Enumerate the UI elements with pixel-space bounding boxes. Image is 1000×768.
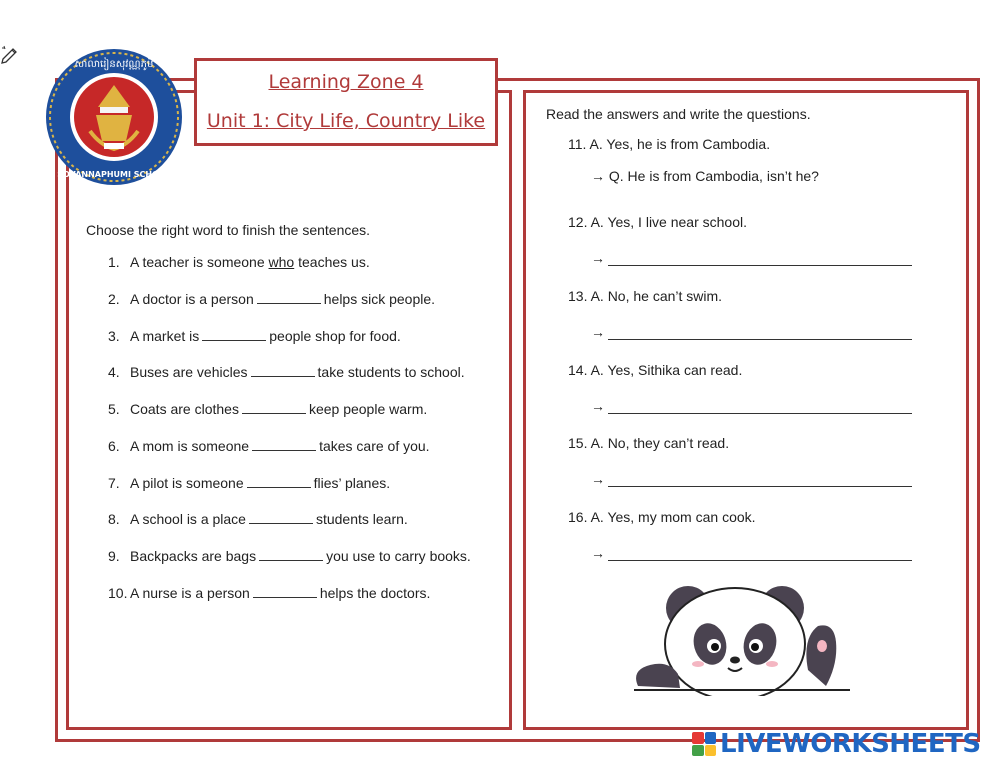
arrow-right-icon: → xyxy=(591,250,605,266)
sentence-example-answer: who xyxy=(268,254,295,270)
sentence-item xyxy=(108,291,435,307)
sentence-end: takes care of you. xyxy=(319,438,430,454)
arrow-right-icon: → xyxy=(591,471,605,487)
sentence-number: 10. xyxy=(108,585,128,601)
left-instruction: Choose the right word to finish the sentences. xyxy=(86,222,371,238)
logo-school-name: SOVANNAPHUMI SCHOOL xyxy=(57,170,171,179)
example-answer: 11. A. Yes, he is from Cambodia. xyxy=(568,136,771,152)
sentence-end: take students to school. xyxy=(317,364,465,380)
sentence-end: people shop for food. xyxy=(269,328,401,344)
brand-text: LIVEWORKSHEETS xyxy=(720,729,981,759)
sentence-start: A nurse is a person xyxy=(130,585,250,601)
sentence-start: A mom is someone xyxy=(130,438,250,454)
sentence-start: A pilot is someone xyxy=(130,475,244,491)
sentence-start: A teacher is someone xyxy=(130,254,269,270)
sentence-item xyxy=(108,585,430,601)
sentence-item xyxy=(108,254,370,270)
question-write-row xyxy=(591,324,912,340)
answer-blank-field[interactable] xyxy=(249,511,313,524)
sentence-item xyxy=(108,438,430,454)
arrow-right-icon: → xyxy=(591,324,605,340)
panda-illustration xyxy=(630,578,854,696)
sentence-start: Buses are vehicles xyxy=(130,364,248,380)
sentence-number: 5. xyxy=(108,401,120,417)
sentence-start: Backpacks are bags xyxy=(130,548,257,564)
answer-text: 14. A. Yes, Sithika can read. xyxy=(568,362,743,378)
answer-blank-field[interactable] xyxy=(251,364,315,377)
example-question: → Q. He is from Cambodia, isn’t he? xyxy=(591,168,819,184)
right-instruction: Read the answers and write the questions. xyxy=(546,106,811,122)
sentence-end: you use to carry books. xyxy=(326,548,471,564)
question-write-row xyxy=(591,398,912,414)
sentence-number: 6. xyxy=(108,438,120,454)
page-title: Learning Zone 4 xyxy=(268,71,424,93)
sentence-end: helps the doctors. xyxy=(319,585,431,601)
answer-blank-field[interactable] xyxy=(202,328,266,341)
sentence-start: A school is a place xyxy=(130,511,246,527)
arrow-right-icon: → xyxy=(591,545,605,561)
answer-blank-field[interactable] xyxy=(247,475,311,488)
liveworksheets-logo-icon xyxy=(692,732,716,756)
sentence-end: keep people warm. xyxy=(308,401,428,417)
sentence-end: students learn. xyxy=(315,511,408,527)
sentence-item xyxy=(108,401,427,417)
answer-text: 12. A. Yes, I live near school. xyxy=(568,214,748,230)
sentence-end: flies’ planes. xyxy=(313,475,391,491)
sentence-start: A market is xyxy=(130,328,200,344)
answer-blank-field[interactable] xyxy=(252,438,316,451)
school-logo-icon xyxy=(40,45,188,185)
sentence-number: 7. xyxy=(108,475,120,491)
sentence-item xyxy=(108,364,465,380)
answer-blank-field[interactable] xyxy=(259,548,323,561)
question-write-row xyxy=(591,471,912,487)
answer-text: 15. A. No, they can’t read. xyxy=(568,435,730,451)
question-input-field[interactable] xyxy=(608,546,912,561)
logo-khmer-text: សាលារៀនសុវណ្ណភូមិ xyxy=(74,59,154,70)
question-write-row xyxy=(591,545,912,561)
sentence-start: A doctor is a person xyxy=(130,291,254,307)
sentence-item xyxy=(108,511,408,527)
sentence-number: 3. xyxy=(108,328,120,344)
question-input-field[interactable] xyxy=(608,399,912,414)
answer-blank-field[interactable] xyxy=(253,585,317,598)
sentence-number: 2. xyxy=(108,291,120,307)
question-input-field[interactable] xyxy=(608,325,912,340)
sentence-number: 9. xyxy=(108,548,120,564)
sentence-item xyxy=(108,548,471,564)
sentence-start: Coats are clothes xyxy=(130,401,239,417)
sentence-item xyxy=(108,475,390,491)
title-box xyxy=(194,58,498,146)
sentence-end: helps sick people. xyxy=(323,291,436,307)
question-input-field[interactable] xyxy=(608,251,912,266)
answer-blank-field[interactable] xyxy=(242,401,306,414)
liveworksheets-brand[interactable] xyxy=(692,728,981,760)
arrow-right-icon: → xyxy=(591,398,605,414)
sentence-number: 1. xyxy=(108,254,120,270)
answer-text: 16. A. Yes, my mom can cook. xyxy=(568,509,756,525)
sentence-item xyxy=(108,328,401,344)
answer-text: 13. A. No, he can’t swim. xyxy=(568,288,723,304)
question-write-row xyxy=(591,250,912,266)
sentence-end: teaches us. xyxy=(294,254,370,270)
page-subtitle: Unit 1: City Life, Country Like xyxy=(206,110,486,132)
edit-pencil-icon[interactable] xyxy=(0,44,20,64)
sentence-number: 8. xyxy=(108,511,120,527)
sentence-number: 4. xyxy=(108,364,120,380)
answer-blank-field[interactable] xyxy=(257,291,321,304)
question-input-field[interactable] xyxy=(608,472,912,487)
